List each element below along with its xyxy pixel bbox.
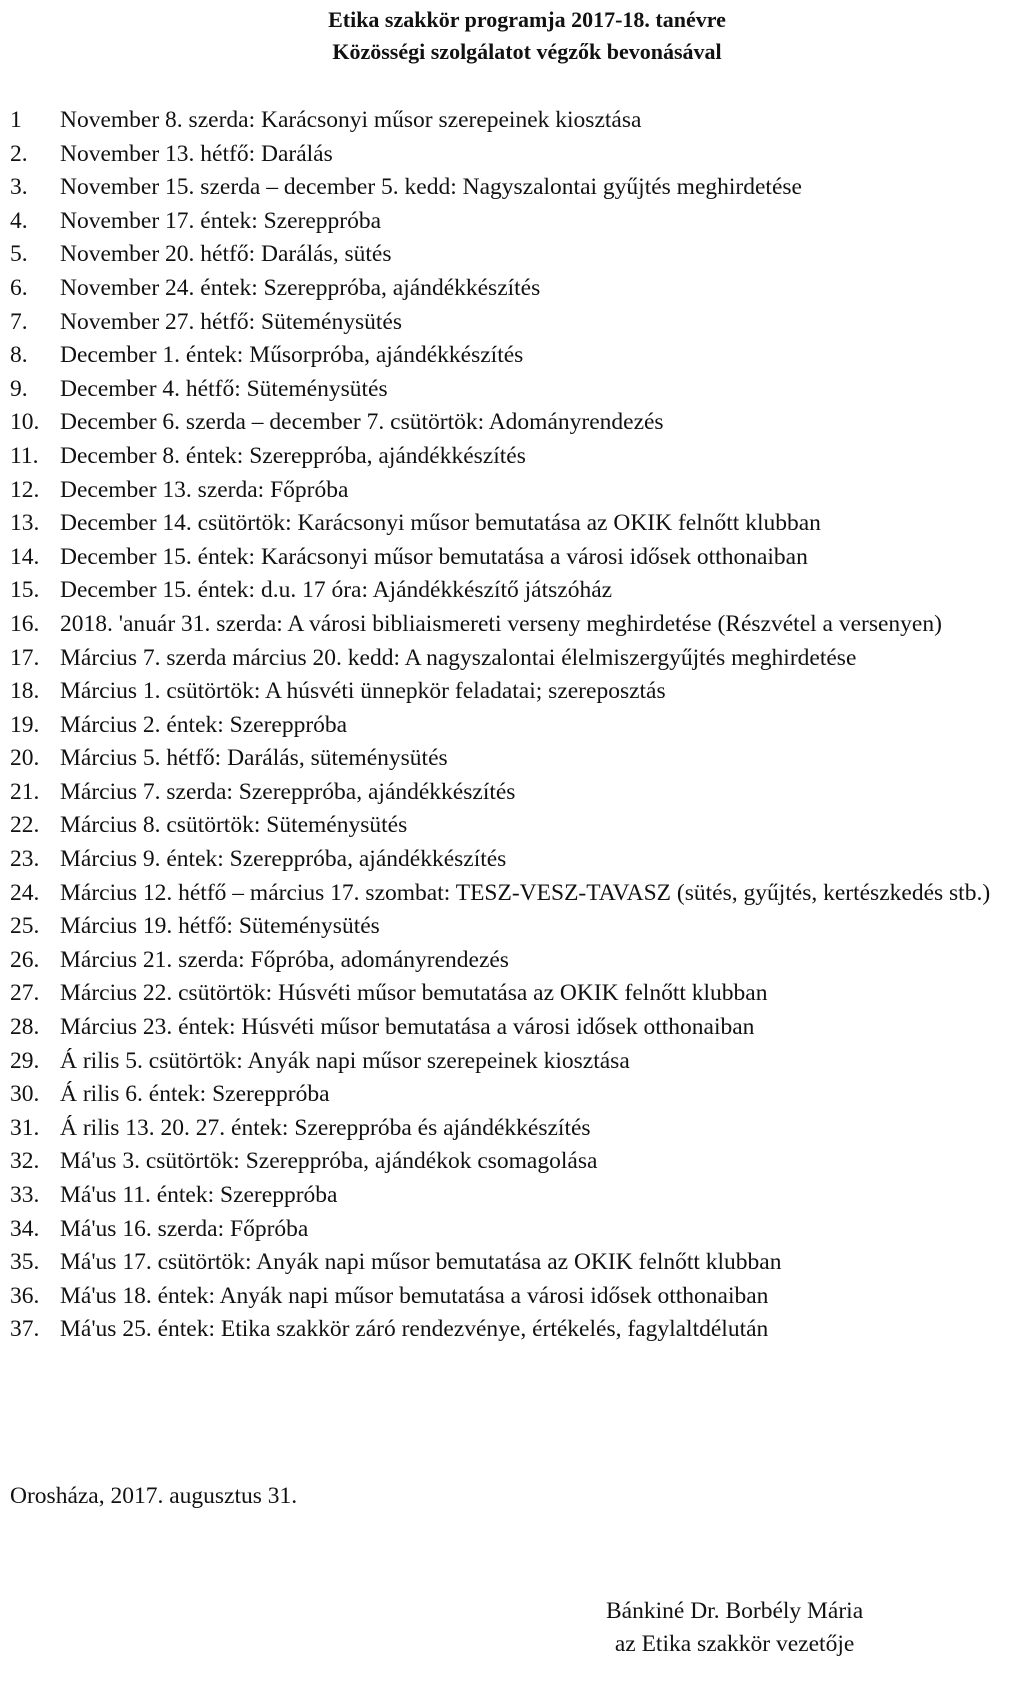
item-text: November 8. szerda: Karácsonyi műsor szerepeinek kiosztása bbox=[60, 107, 642, 133]
item-text: Má'us 17. csütörtök: Anyák napi műsor bemutatása az OKIK felnőtt klubban bbox=[60, 1249, 782, 1276]
item-number: 25. bbox=[10, 913, 40, 940]
item-text: Március 7. szerda március 20. kedd: A nagyszalontai élelmiszergyűjtés meghirdetése bbox=[60, 644, 857, 671]
item-text: Á rilis 13. 20. 27. éntek: Szereppróba és ajándékkészítés bbox=[60, 1114, 591, 1141]
item-text: December 15. éntek: Karácsonyi műsor bemutatása a városi idősek otthonaiban bbox=[60, 543, 808, 570]
list-item bbox=[10, 440, 1020, 474]
list-item bbox=[10, 138, 1020, 172]
item-number: 5. bbox=[10, 241, 28, 268]
item-number: 13. bbox=[10, 510, 40, 537]
program-list bbox=[10, 104, 1020, 1347]
list-item bbox=[10, 675, 1020, 709]
list-item bbox=[10, 910, 1020, 944]
document-title: Etika szakkör programja 2017-18. tanévre bbox=[328, 7, 726, 32]
item-number: 22. bbox=[10, 812, 40, 839]
item-text: Á rilis 5. csütörtök: Anyák napi műsor szerepeinek kiosztása bbox=[60, 1047, 630, 1074]
list-item bbox=[10, 1112, 1020, 1146]
list-item bbox=[10, 104, 1020, 138]
list-item bbox=[10, 944, 1020, 978]
item-text: Má'us 18. éntek: Anyák napi műsor bemutatása a városi idősek otthonaiban bbox=[60, 1282, 769, 1309]
item-text: Március 23. éntek: Húsvéti műsor bemutatása a városi idősek otthonaiban bbox=[60, 1014, 755, 1041]
list-item bbox=[10, 171, 1020, 205]
item-text: Á rilis 6. éntek: Szereppróba bbox=[60, 1081, 330, 1108]
item-text: December 6. szerda – december 7. csütörtök: Adományrendezés bbox=[60, 409, 664, 436]
item-number: 35. bbox=[10, 1249, 40, 1276]
item-number: 1 bbox=[10, 107, 22, 133]
list-item bbox=[10, 709, 1020, 743]
list-item bbox=[10, 507, 1020, 541]
item-text: Március 5. hétfő: Darálás, süteménysütés bbox=[60, 745, 448, 772]
list-item bbox=[10, 776, 1020, 810]
item-number: 20. bbox=[10, 745, 40, 772]
item-text: November 27. hétfő: Süteménysütés bbox=[60, 308, 402, 335]
list-item bbox=[10, 373, 1020, 407]
item-text: Március 1. csütörtök: A húsvéti ünnepkör feladatai; szereposztás bbox=[60, 678, 666, 705]
item-number: 16. bbox=[10, 610, 40, 637]
item-text: December 15. éntek: d.u. 17 óra: Ajándékkészítő játszóház bbox=[60, 577, 613, 604]
item-number: 18. bbox=[10, 678, 40, 705]
document-subtitle: Közösségi szolgálatot végzők bevonásával bbox=[332, 39, 722, 64]
list-item bbox=[10, 541, 1020, 575]
list-item bbox=[10, 608, 1020, 642]
item-number: 12. bbox=[10, 476, 40, 503]
item-text: Má'us 16. szerda: Főpróba bbox=[60, 1215, 309, 1242]
item-number: 17. bbox=[10, 644, 40, 671]
item-number: 8. bbox=[10, 342, 28, 369]
item-number: 26. bbox=[10, 946, 40, 973]
item-number: 2. bbox=[10, 140, 28, 167]
item-text: Március 21. szerda: Főpróba, adományrendezés bbox=[60, 946, 509, 973]
list-item bbox=[10, 642, 1020, 676]
list-item bbox=[10, 1179, 1020, 1213]
item-text: December 8. éntek: Szereppróba, ajándékkészítés bbox=[60, 442, 526, 469]
item-number: 21. bbox=[10, 778, 40, 805]
item-text: December 13. szerda: Főpróba bbox=[60, 476, 349, 503]
item-text: 2018. 'anuár 31. szerda: A városi bibliaismereti verseny meghirdetése (Részvétel a versenyen) bbox=[60, 610, 942, 637]
item-number: 9. bbox=[10, 375, 28, 402]
place-date: Orosháza, 2017. augusztus 31. bbox=[10, 1483, 298, 1509]
item-number: 15. bbox=[10, 577, 40, 604]
item-number: 11. bbox=[10, 442, 39, 469]
item-text: November 17. éntek: Szereppróba bbox=[60, 207, 382, 234]
item-text: Má'us 11. éntek: Szereppróba bbox=[60, 1182, 338, 1208]
item-text: November 20. hétfő: Darálás, sütés bbox=[60, 241, 392, 268]
item-number: 37. bbox=[10, 1316, 40, 1343]
list-item bbox=[10, 306, 1020, 340]
item-text: November 24. éntek: Szereppróba, ajándékkészítés bbox=[60, 274, 541, 301]
item-number: 23. bbox=[10, 846, 40, 873]
list-item bbox=[10, 1045, 1020, 1079]
list-item bbox=[10, 877, 1020, 911]
item-text: Március 2. éntek: Szereppróba bbox=[60, 711, 348, 738]
list-item bbox=[10, 574, 1020, 608]
item-text: November 13. hétfő: Darálás bbox=[60, 140, 333, 167]
list-item bbox=[10, 1078, 1020, 1112]
item-text: Má'us 25. éntek: Etika szakkör záró rendezvénye, értékelés, fagylaltdélután bbox=[60, 1316, 769, 1343]
item-text: December 14. csütörtök: Karácsonyi műsor bemutatása az OKIK felnőtt klubban bbox=[60, 510, 821, 537]
list-item bbox=[10, 843, 1020, 877]
list-item bbox=[10, 742, 1020, 776]
list-item bbox=[10, 977, 1020, 1011]
item-number: 27. bbox=[10, 980, 40, 1007]
item-text: December 4. hétfő: Süteménysütés bbox=[60, 375, 388, 402]
list-item bbox=[10, 272, 1020, 306]
list-item bbox=[10, 205, 1020, 239]
item-number: 33. bbox=[10, 1182, 40, 1208]
list-item bbox=[10, 1313, 1020, 1347]
signature-name: Bánkiné Dr. Borbély Mária bbox=[606, 1598, 864, 1624]
item-number: 4. bbox=[10, 207, 28, 234]
item-text: November 15. szerda – december 5. kedd: Nagyszalontai gyűjtés meghirdetése bbox=[60, 174, 802, 201]
item-number: 3. bbox=[10, 174, 28, 201]
item-number: 32. bbox=[10, 1148, 40, 1175]
item-text: Má'us 3. csütörtök: Szereppróba, ajándékok csomagolása bbox=[60, 1148, 598, 1175]
item-text: December 1. éntek: Műsorpróba, ajándékkészítés bbox=[60, 342, 524, 369]
item-number: 6. bbox=[10, 274, 28, 301]
list-item bbox=[10, 1213, 1020, 1247]
list-item bbox=[10, 406, 1020, 440]
item-number: 7. bbox=[10, 308, 28, 335]
list-item bbox=[10, 809, 1020, 843]
document-header bbox=[0, 4, 1024, 68]
item-text: Március 7. szerda: Szereppróba, ajándékkészítés bbox=[60, 778, 516, 805]
item-number: 36. bbox=[10, 1282, 40, 1309]
list-item bbox=[10, 238, 1020, 272]
list-item bbox=[10, 1280, 1020, 1314]
item-text: Március 8. csütörtök: Süteménysütés bbox=[60, 812, 408, 839]
item-number: 14. bbox=[10, 543, 40, 570]
item-number: 10. bbox=[10, 409, 40, 436]
item-text: Március 12. hétfő – március 17. szombat: TESZ-VESZ-TAVASZ (sütés, gyűjtés, kertészkedés stb.) bbox=[60, 879, 991, 906]
list-item bbox=[10, 339, 1020, 373]
item-number: 30. bbox=[10, 1081, 40, 1108]
item-text: Március 9. éntek: Szereppróba, ajándékkészítés bbox=[60, 846, 507, 873]
item-number: 28. bbox=[10, 1014, 40, 1041]
item-number: 24. bbox=[10, 879, 40, 906]
signature-role: az Etika szakkör vezetője bbox=[614, 1631, 855, 1657]
item-number: 31. bbox=[10, 1114, 40, 1141]
item-number: 19. bbox=[10, 711, 40, 738]
item-text: Március 19. hétfő: Süteménysütés bbox=[60, 913, 380, 940]
list-item bbox=[10, 1246, 1020, 1280]
item-number: 34. bbox=[10, 1215, 40, 1242]
item-number: 29. bbox=[10, 1047, 40, 1074]
list-item bbox=[10, 474, 1020, 508]
list-item bbox=[10, 1145, 1020, 1179]
item-text: Március 22. csütörtök: Húsvéti műsor bemutatása az OKIK felnőtt klubban bbox=[60, 980, 768, 1007]
list-item bbox=[10, 1011, 1020, 1045]
signature-block bbox=[606, 1595, 863, 1661]
